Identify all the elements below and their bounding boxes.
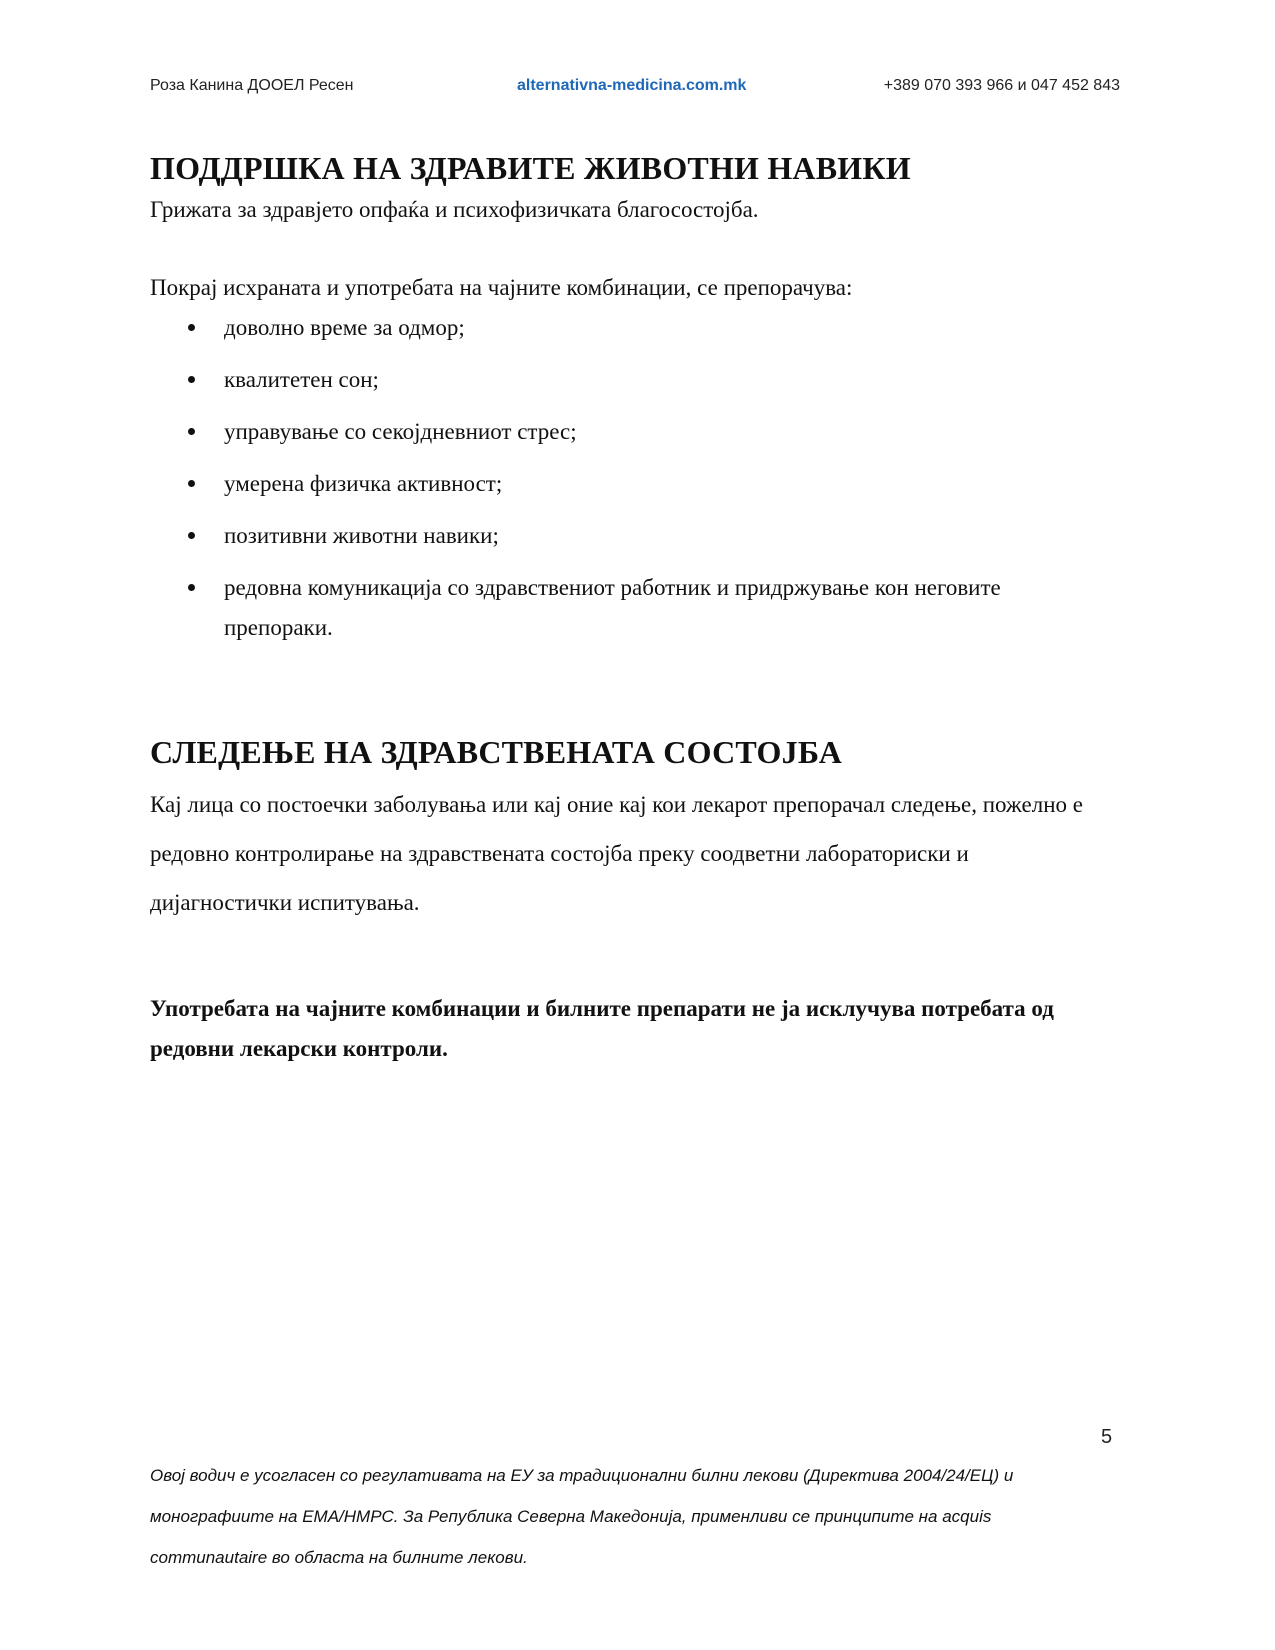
document-content: [150, 148, 1110, 1092]
list-item: [150, 516, 1110, 556]
health-monitoring-title: СЛЕДЕЊЕ НА ЗДРАВСТВЕНАТА СОСТОЈБА: [150, 734, 843, 770]
page-number: 5: [1101, 1426, 1113, 1448]
bullet-icon: [188, 532, 195, 539]
list-item-text: позитивни животни навики;: [224, 523, 499, 548]
list-item-text: управување со секојдневниот стрес;: [224, 419, 577, 444]
footer-note: Овој водич е усогласен со регулативата на ЕУ за традиционални билни лекови (Директива 2004/24/ЕЦ) и монографиите на ЕМА/HMPC. За Република Северна Македонија, применливи се принципите на acquis communautaire во областа на билните лекови.: [150, 1466, 1014, 1567]
recommendation-list: [150, 308, 1110, 648]
contact-phones: +389 070 393 966 и 047 452 843: [883, 77, 1120, 94]
health-monitoring-section: [150, 732, 1110, 927]
list-item: [150, 464, 1110, 504]
list-item: [150, 412, 1110, 452]
bullet-icon: [188, 584, 195, 591]
bullet-icon: [188, 428, 195, 435]
healthy-habits-title: ПОДДРШКА НА ЗДРАВИТЕ ЖИВОТНИ НАВИКИ: [150, 150, 911, 186]
health-monitoring-text: Кај лица со постоечки заболувања или кај оние кај кои лекарот препорачал следење, пожелно е редовно контролирање на здравствената состојба преку соодветни лабораториски и дијагностички испитувања.: [150, 792, 1083, 915]
bullet-icon: [188, 376, 195, 383]
company-name: Роза Канина ДООЕЛ Ресен: [150, 77, 354, 94]
list-item-text: доволно време за одмор;: [224, 315, 465, 340]
list-item-text: умерена физичка активност;: [224, 471, 503, 496]
healthy-habits-intro: Грижата за здравјето опфаќа и психофизичката благосостојба.: [150, 197, 759, 222]
important-note: Употребата на чајните комбинации и билните препарати не ја исклучува потребата од редовни лекарски контроли.: [150, 996, 1054, 1061]
list-item: [150, 568, 1110, 648]
bullet-icon: [188, 324, 195, 331]
page-header: [150, 74, 1120, 98]
list-item-text: редовна комуникација со здравствениот работник и придржување кон неговите препораки.: [224, 575, 1001, 640]
website-link[interactable]: alternativna-medicina.com.mk: [517, 77, 747, 94]
healthy-habits-section: [150, 148, 1110, 648]
list-item-text: квалитетен сон;: [224, 367, 379, 392]
bullet-icon: [188, 480, 195, 487]
recommendation-text: Покрај исхраната и употребата на чајните комбинации, се препорачува:: [150, 275, 853, 300]
list-item: [150, 308, 1110, 348]
list-item: [150, 360, 1110, 400]
